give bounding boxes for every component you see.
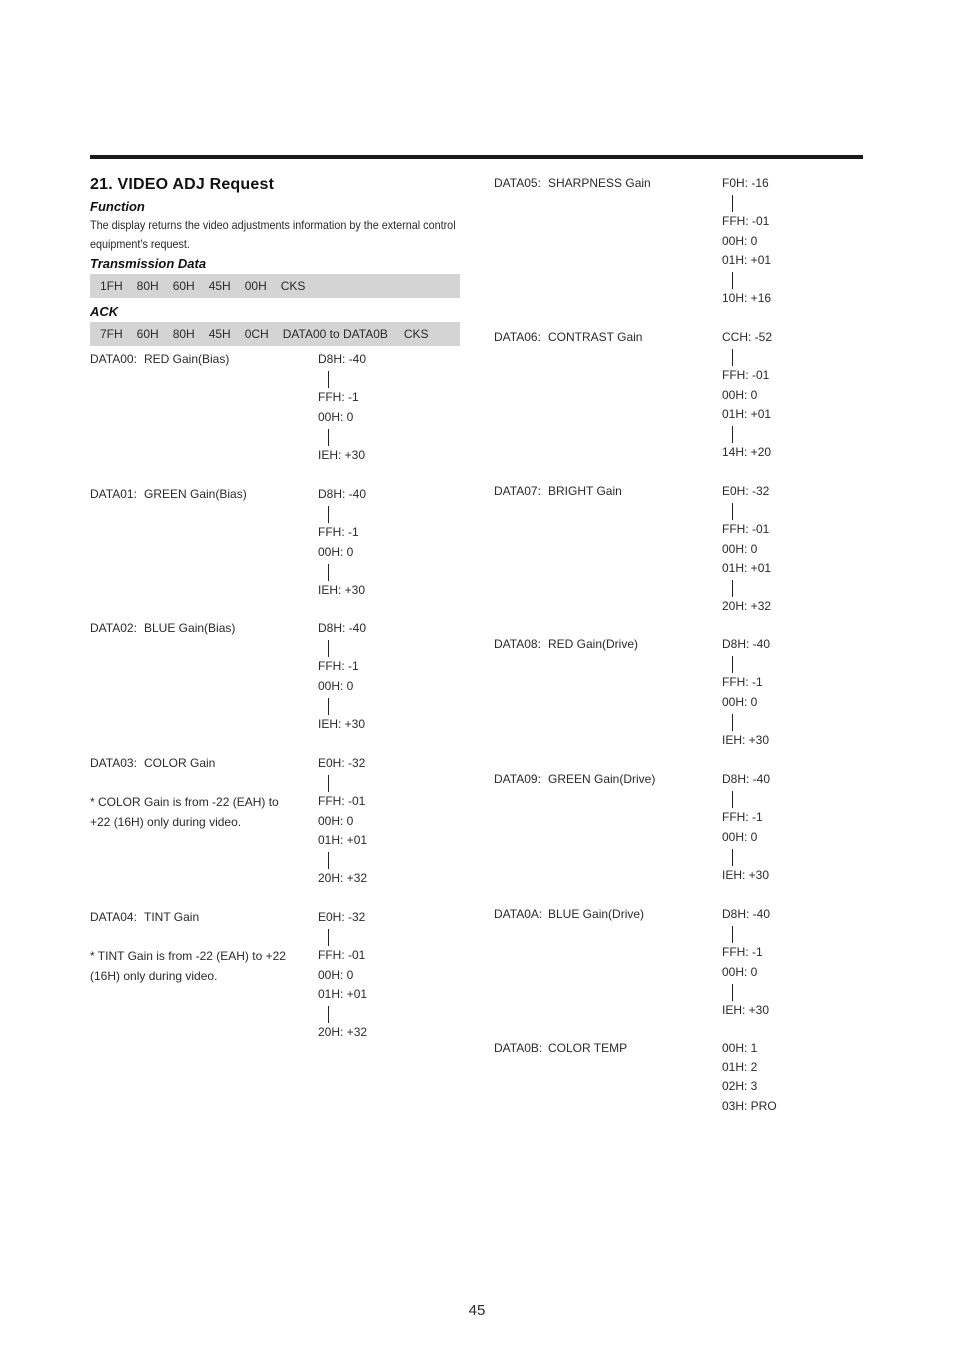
range-connector: [722, 982, 770, 1001]
value-range: [318, 619, 366, 734]
range-value: 00H: 0: [722, 387, 758, 402]
transmission-byte: 80H: [136, 279, 159, 293]
range-value: D8H: -40: [318, 352, 367, 366]
data-name-label: RED Gain(Drive): [548, 637, 639, 651]
data-entry-data01: [90, 485, 460, 619]
range-value: 01H: +01: [318, 986, 368, 1001]
data-code: DATA09:: [494, 772, 541, 786]
transmission-byte: 60H: [172, 279, 195, 293]
range-value: 00H: 0: [722, 233, 758, 248]
data-name-label: BRIGHT Gain: [548, 484, 622, 498]
range-value: 00H: 0: [318, 967, 354, 982]
range-value: F0H: -16: [722, 176, 769, 190]
range-value: 20H: +32: [318, 871, 368, 886]
range-value: 00H: 0: [722, 541, 758, 556]
value-range: [318, 754, 367, 888]
range-connector: [722, 193, 771, 212]
range-value: FFH: -1: [318, 525, 359, 540]
range-connector: [318, 427, 366, 446]
range-value: IEH: +30: [722, 867, 770, 882]
range-value: D8H: -40: [318, 487, 367, 501]
data-code: DATA00:: [90, 352, 137, 366]
range-connector: [318, 504, 366, 523]
range-value: 00H: 0: [318, 409, 354, 424]
data-entry-data07: [494, 482, 864, 635]
data-entry-data06: [494, 328, 864, 482]
range-connector: [722, 712, 770, 731]
range-value: FFH: -1: [722, 675, 763, 690]
range-connector: [318, 773, 367, 792]
ack-label: ACK: [90, 304, 119, 319]
value-range: [722, 174, 771, 308]
range-connector: [318, 696, 366, 715]
left-data-list: [90, 350, 460, 1062]
range-connector: [318, 369, 366, 388]
range-value: 01H: +01: [722, 406, 772, 421]
range-value: 20H: +32: [318, 1025, 368, 1040]
data-name-label: GREEN Gain(Drive): [548, 772, 656, 786]
range-value: IEH: +30: [318, 582, 366, 597]
data-code: DATA05:: [494, 176, 541, 190]
data-entry-data09: [494, 770, 864, 905]
range-value: D8H: -40: [722, 637, 771, 651]
ack-bar: [90, 322, 460, 346]
range-value: FFH: -01: [318, 794, 366, 809]
range-value: 01H: +01: [722, 560, 772, 575]
range-value: 00H: 0: [722, 829, 758, 844]
range-connector: [318, 1004, 367, 1023]
transmission-label: Transmission Data: [90, 256, 207, 271]
top-rule: [90, 155, 863, 159]
data-entry-data0a: [494, 905, 864, 1039]
data-entry-data03: [90, 754, 460, 908]
range-value: 00H: 1: [722, 1041, 758, 1055]
range-value: D8H: -40: [722, 907, 771, 921]
value-range: [722, 1039, 777, 1116]
range-connector: [318, 562, 366, 581]
function-label: Function: [90, 199, 145, 214]
range-value: D8H: -40: [318, 621, 367, 635]
ack-byte: DATA00 to DATA0B: [282, 327, 388, 341]
range-connector: [722, 347, 772, 366]
range-connector: [722, 424, 772, 443]
left-column: [90, 174, 460, 1062]
range-value: E0H: -32: [318, 910, 366, 924]
value-range: [318, 908, 367, 1042]
value-range: [722, 635, 770, 750]
data-entry-data04: [90, 908, 460, 1062]
range-value: CCH: -52: [722, 330, 773, 344]
data-code: DATA06:: [494, 330, 541, 344]
range-value: 20H: +32: [722, 599, 772, 614]
range-value: IEH: +30: [318, 716, 366, 731]
value-range: [722, 482, 771, 616]
range-value: 01H: +01: [318, 832, 368, 847]
right-data-list: [494, 174, 864, 1139]
range-value: 00H: 0: [722, 964, 758, 979]
section-title: 21. VIDEO ADJ Request: [90, 176, 275, 193]
range-value: 03H: PRO: [722, 1098, 777, 1113]
data-code: DATA04:: [90, 910, 137, 924]
data-name-label: TINT Gain: [144, 910, 200, 924]
range-value: E0H: -32: [318, 756, 366, 770]
range-value: IEH: +30: [722, 1002, 770, 1017]
range-connector: [722, 578, 771, 597]
range-value: FFH: -1: [318, 659, 359, 674]
value-range: [318, 350, 366, 465]
data-entry-data08: [494, 635, 864, 770]
range-value: 10H: +16: [722, 291, 772, 306]
range-connector: [722, 789, 770, 808]
value-range: [722, 905, 770, 1020]
function-text: The display returns the video adjustments information by the external control equipment's request.: [90, 218, 456, 251]
data-code: DATA03:: [90, 756, 137, 770]
data-name-label: RED Gain(Bias): [144, 352, 230, 366]
data-code: DATA0B:: [494, 1041, 543, 1055]
data-name-label: GREEN Gain(Bias): [144, 487, 247, 501]
range-value: FFH: -1: [318, 390, 359, 405]
ack-byte: 7FH: [100, 327, 123, 341]
data-name-label: COLOR Gain: [144, 756, 216, 770]
data-entry-data0b: [494, 1039, 864, 1139]
transmission-bar: [90, 274, 460, 298]
value-range: [722, 770, 770, 885]
ack-byte: 60H: [136, 327, 159, 341]
range-connector: [722, 270, 771, 289]
data-name-label: CONTRAST Gain: [548, 330, 643, 344]
value-range: [318, 485, 366, 600]
value-range: [722, 328, 772, 462]
range-value: 01H: +01: [722, 252, 772, 267]
ack-byte: CKS: [403, 327, 429, 341]
range-value: 02H: 3: [722, 1079, 758, 1094]
data-name-label: BLUE Gain(Bias): [144, 621, 236, 635]
range-value: 01H: 2: [722, 1060, 758, 1075]
data-code: DATA01:: [90, 487, 137, 501]
data-name-label: SHARPNESS Gain: [548, 176, 651, 190]
data-entry-data00: [90, 350, 460, 485]
range-connector: [722, 924, 770, 943]
data-name-label: BLUE Gain(Drive): [548, 907, 645, 921]
range-value: 00H: 0: [722, 694, 758, 709]
data-name-label: COLOR TEMP: [548, 1041, 628, 1055]
transmission-byte: 45H: [208, 279, 231, 293]
range-value: 14H: +20: [722, 445, 772, 460]
range-connector: [722, 654, 770, 673]
range-connector: [318, 850, 367, 869]
range-value: D8H: -40: [722, 772, 771, 786]
transmission-byte: 00H: [244, 279, 267, 293]
range-value: FFH: -01: [722, 522, 770, 537]
transmission-byte: 1FH: [100, 279, 123, 293]
range-value: FFH: -01: [722, 214, 770, 229]
range-connector: [318, 638, 366, 657]
range-value: E0H: -32: [722, 484, 770, 498]
data-entry-data05: [494, 174, 864, 328]
ack-byte: 80H: [172, 327, 195, 341]
data-code: DATA07:: [494, 484, 541, 498]
range-value: FFH: -1: [722, 945, 763, 960]
range-value: 00H: 0: [318, 678, 354, 693]
page-number: 45: [468, 1302, 486, 1319]
data-code: DATA0A:: [494, 907, 543, 921]
range-value: 00H: 0: [318, 813, 354, 828]
ack-byte: 0CH: [244, 327, 269, 341]
ack-byte: 45H: [208, 327, 231, 341]
range-value: FFH: -01: [722, 368, 770, 383]
data-note: * COLOR Gain is from -22 (EAH) to +22 (16H) only during video.: [90, 795, 279, 829]
transmission-byte: CKS: [280, 279, 306, 293]
range-value: IEH: +30: [722, 732, 770, 747]
range-value: 00H: 0: [318, 544, 354, 559]
range-connector: [722, 847, 770, 866]
range-value: FFH: -01: [318, 948, 366, 963]
data-code: DATA08:: [494, 637, 541, 651]
data-code: DATA02:: [90, 621, 137, 635]
range-value: FFH: -1: [722, 810, 763, 825]
data-note: * TINT Gain is from -22 (EAH) to +22 (16H) only during video.: [90, 949, 286, 983]
range-value: IEH: +30: [318, 447, 366, 462]
right-column: [494, 174, 864, 1139]
data-entry-data02: [90, 619, 460, 754]
range-connector: [722, 501, 771, 520]
range-connector: [318, 927, 367, 946]
